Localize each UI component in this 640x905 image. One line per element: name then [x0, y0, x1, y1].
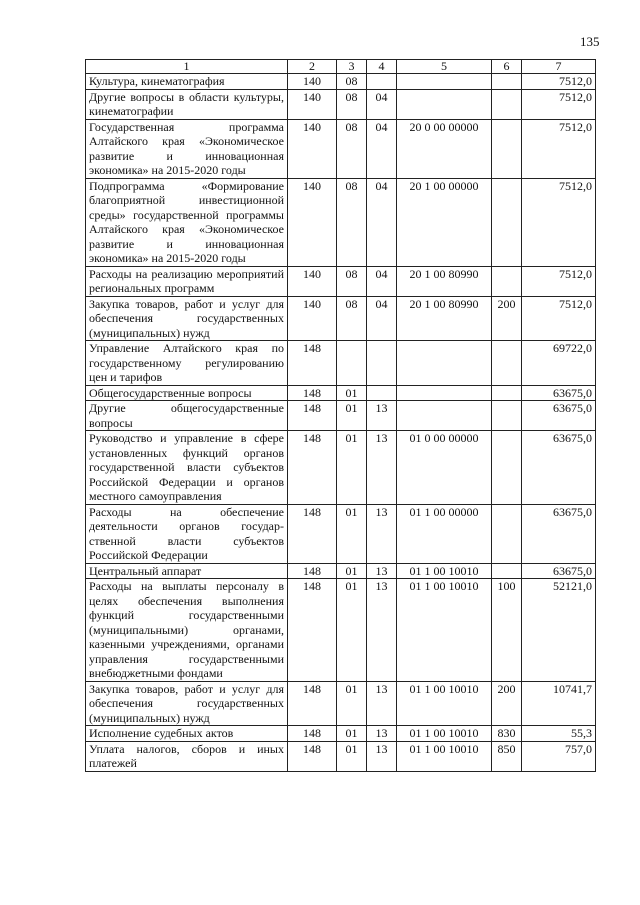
- amount-cell: 63675,0: [522, 401, 596, 431]
- item-name-cell: Расходы на реализацию мероприятий региональных программ: [86, 266, 288, 296]
- column-header: 3: [337, 60, 367, 74]
- item-name-cell: Подпрограмма «Формирование благоприятной инвестиционной среды» государственной программы Алтайского края «Экономическое развитие и инновационная экономика» на 2015-2020 годы: [86, 178, 288, 266]
- section-cell: 08: [337, 119, 367, 178]
- amount-cell: 55,3: [522, 726, 596, 742]
- section-cell: 01: [337, 431, 367, 505]
- amount-cell: 63675,0: [522, 431, 596, 505]
- table-row: [86, 178, 596, 266]
- amount-cell: 757,0: [522, 741, 596, 771]
- amount-cell: 63675,0: [522, 385, 596, 401]
- section-cell: 08: [337, 74, 367, 90]
- section-cell: 01: [337, 563, 367, 579]
- subsection-cell: 04: [367, 119, 397, 178]
- amount-cell: 7512,0: [522, 296, 596, 341]
- item-name-cell: Другие вопросы в области культуры, кинематографии: [86, 89, 288, 119]
- section-cell: 08: [337, 89, 367, 119]
- target-code-cell: 01 1 00 10010: [397, 741, 492, 771]
- code-cell: 148: [288, 401, 337, 431]
- subsection-cell: 04: [367, 296, 397, 341]
- subsection-cell: 13: [367, 579, 397, 682]
- amount-cell: 7512,0: [522, 119, 596, 178]
- subsection-cell: 13: [367, 563, 397, 579]
- code-cell: 140: [288, 266, 337, 296]
- target-code-cell: 01 1 00 00000: [397, 504, 492, 563]
- expense-type-cell: [492, 74, 522, 90]
- column-header: 6: [492, 60, 522, 74]
- column-header: 2: [288, 60, 337, 74]
- item-name-cell: Государственная программа Алтайского края «Экономическое развитие и инновационная экономика» на 2015-2020 годы: [86, 119, 288, 178]
- subsection-cell: 13: [367, 726, 397, 742]
- item-name-cell: Культура, кинематография: [86, 74, 288, 90]
- item-name-cell: Общегосударственные вопросы: [86, 385, 288, 401]
- expense-type-cell: [492, 266, 522, 296]
- amount-cell: 63675,0: [522, 504, 596, 563]
- section-cell: 01: [337, 401, 367, 431]
- expense-type-cell: [492, 178, 522, 266]
- target-code-cell: [397, 385, 492, 401]
- item-name-cell: Исполнение судебных актов: [86, 726, 288, 742]
- target-code-cell: 20 0 00 00000: [397, 119, 492, 178]
- target-code-cell: [397, 89, 492, 119]
- target-code-cell: 01 0 00 00000: [397, 431, 492, 505]
- table-row: [86, 504, 596, 563]
- section-cell: 08: [337, 178, 367, 266]
- amount-cell: 69722,0: [522, 341, 596, 386]
- expense-type-cell: [492, 89, 522, 119]
- subsection-cell: 13: [367, 741, 397, 771]
- code-cell: 148: [288, 681, 337, 726]
- section-cell: 01: [337, 504, 367, 563]
- page-number: 135: [580, 34, 600, 49]
- table-row: [86, 681, 596, 726]
- code-cell: 148: [288, 341, 337, 386]
- code-cell: 140: [288, 119, 337, 178]
- subsection-cell: 04: [367, 89, 397, 119]
- section-cell: 01: [337, 741, 367, 771]
- subsection-cell: 13: [367, 431, 397, 505]
- table-row: [86, 726, 596, 742]
- expense-type-cell: [492, 119, 522, 178]
- column-header: 5: [397, 60, 492, 74]
- amount-cell: 7512,0: [522, 178, 596, 266]
- section-cell: 01: [337, 726, 367, 742]
- subsection-cell: 04: [367, 266, 397, 296]
- code-cell: 140: [288, 178, 337, 266]
- item-name-cell: Центральный аппарат: [86, 563, 288, 579]
- code-cell: 140: [288, 296, 337, 341]
- code-cell: 140: [288, 89, 337, 119]
- expense-type-cell: 850: [492, 741, 522, 771]
- code-cell: 148: [288, 563, 337, 579]
- target-code-cell: [397, 401, 492, 431]
- target-code-cell: 01 1 00 10010: [397, 726, 492, 742]
- target-code-cell: 20 1 00 00000: [397, 178, 492, 266]
- amount-cell: 7512,0: [522, 89, 596, 119]
- table-row: [86, 74, 596, 90]
- target-code-cell: 01 1 00 10010: [397, 681, 492, 726]
- target-code-cell: 20 1 00 80990: [397, 266, 492, 296]
- item-name-cell: Расходы на обеспечение деятельности органов государственной власти субъектов Российской Федерации: [86, 504, 288, 563]
- section-cell: 01: [337, 579, 367, 682]
- expense-type-cell: [492, 385, 522, 401]
- table-row: [86, 741, 596, 771]
- table-row: [86, 385, 596, 401]
- table-row: [86, 431, 596, 505]
- subsection-cell: 13: [367, 681, 397, 726]
- column-header: 4: [367, 60, 397, 74]
- item-name-cell: Другие общегосударственные вопросы: [86, 401, 288, 431]
- section-cell: 08: [337, 296, 367, 341]
- expense-type-cell: 200: [492, 681, 522, 726]
- expense-type-cell: [492, 341, 522, 386]
- budget-table-body: [86, 60, 596, 772]
- section-cell: 01: [337, 681, 367, 726]
- item-name-cell: Управление Алтайского края по государственному регулированию цен и тарифов: [86, 341, 288, 386]
- code-cell: 140: [288, 74, 337, 90]
- item-name-cell: Расходы на выплаты персоналу в целях обеспечения выполнения функций государственными (муниципальными) органами, казенными учреждениями, органами управления государственными внебюджетными фондами: [86, 579, 288, 682]
- table-row: [86, 119, 596, 178]
- table-row: [86, 401, 596, 431]
- item-name-cell: Уплата налогов, сборов и иных платежей: [86, 741, 288, 771]
- table-row: [86, 296, 596, 341]
- expense-type-cell: 100: [492, 579, 522, 682]
- code-cell: 148: [288, 741, 337, 771]
- table-row: [86, 563, 596, 579]
- target-code-cell: [397, 341, 492, 386]
- expense-type-cell: [492, 504, 522, 563]
- table-header-row: [86, 60, 596, 74]
- target-code-cell: 01 1 00 10010: [397, 563, 492, 579]
- expense-type-cell: 200: [492, 296, 522, 341]
- code-cell: 148: [288, 726, 337, 742]
- item-name-cell: Закупка товаров, работ и услуг для обеспечения государственных (муниципальных) нужд: [86, 296, 288, 341]
- column-header: 7: [522, 60, 596, 74]
- amount-cell: 52121,0: [522, 579, 596, 682]
- subsection-cell: [367, 341, 397, 386]
- code-cell: 148: [288, 431, 337, 505]
- target-code-cell: 01 1 00 10010: [397, 579, 492, 682]
- expense-type-cell: 830: [492, 726, 522, 742]
- amount-cell: 7512,0: [522, 266, 596, 296]
- target-code-cell: 20 1 00 80990: [397, 296, 492, 341]
- table-row: [86, 266, 596, 296]
- table-row: [86, 341, 596, 386]
- expense-type-cell: [492, 563, 522, 579]
- subsection-cell: [367, 385, 397, 401]
- item-name-cell: Закупка товаров, работ и услуг для обеспечения государственных (муниципальных) нужд: [86, 681, 288, 726]
- code-cell: 148: [288, 504, 337, 563]
- amount-cell: 63675,0: [522, 563, 596, 579]
- subsection-cell: 13: [367, 504, 397, 563]
- subsection-cell: [367, 74, 397, 90]
- target-code-cell: [397, 74, 492, 90]
- table-row: [86, 579, 596, 682]
- code-cell: 148: [288, 579, 337, 682]
- amount-cell: 7512,0: [522, 74, 596, 90]
- expense-type-cell: [492, 431, 522, 505]
- subsection-cell: 04: [367, 178, 397, 266]
- amount-cell: 10741,7: [522, 681, 596, 726]
- subsection-cell: 13: [367, 401, 397, 431]
- section-cell: 01: [337, 385, 367, 401]
- section-cell: 08: [337, 266, 367, 296]
- code-cell: 148: [288, 385, 337, 401]
- table-row: [86, 89, 596, 119]
- section-cell: [337, 341, 367, 386]
- budget-table: [85, 59, 596, 772]
- column-header: 1: [86, 60, 288, 74]
- item-name-cell: Руководство и управление в сфере установленных функций органов государственной власти субъектов Российской Федерации и органов местного самоуправления: [86, 431, 288, 505]
- expense-type-cell: [492, 401, 522, 431]
